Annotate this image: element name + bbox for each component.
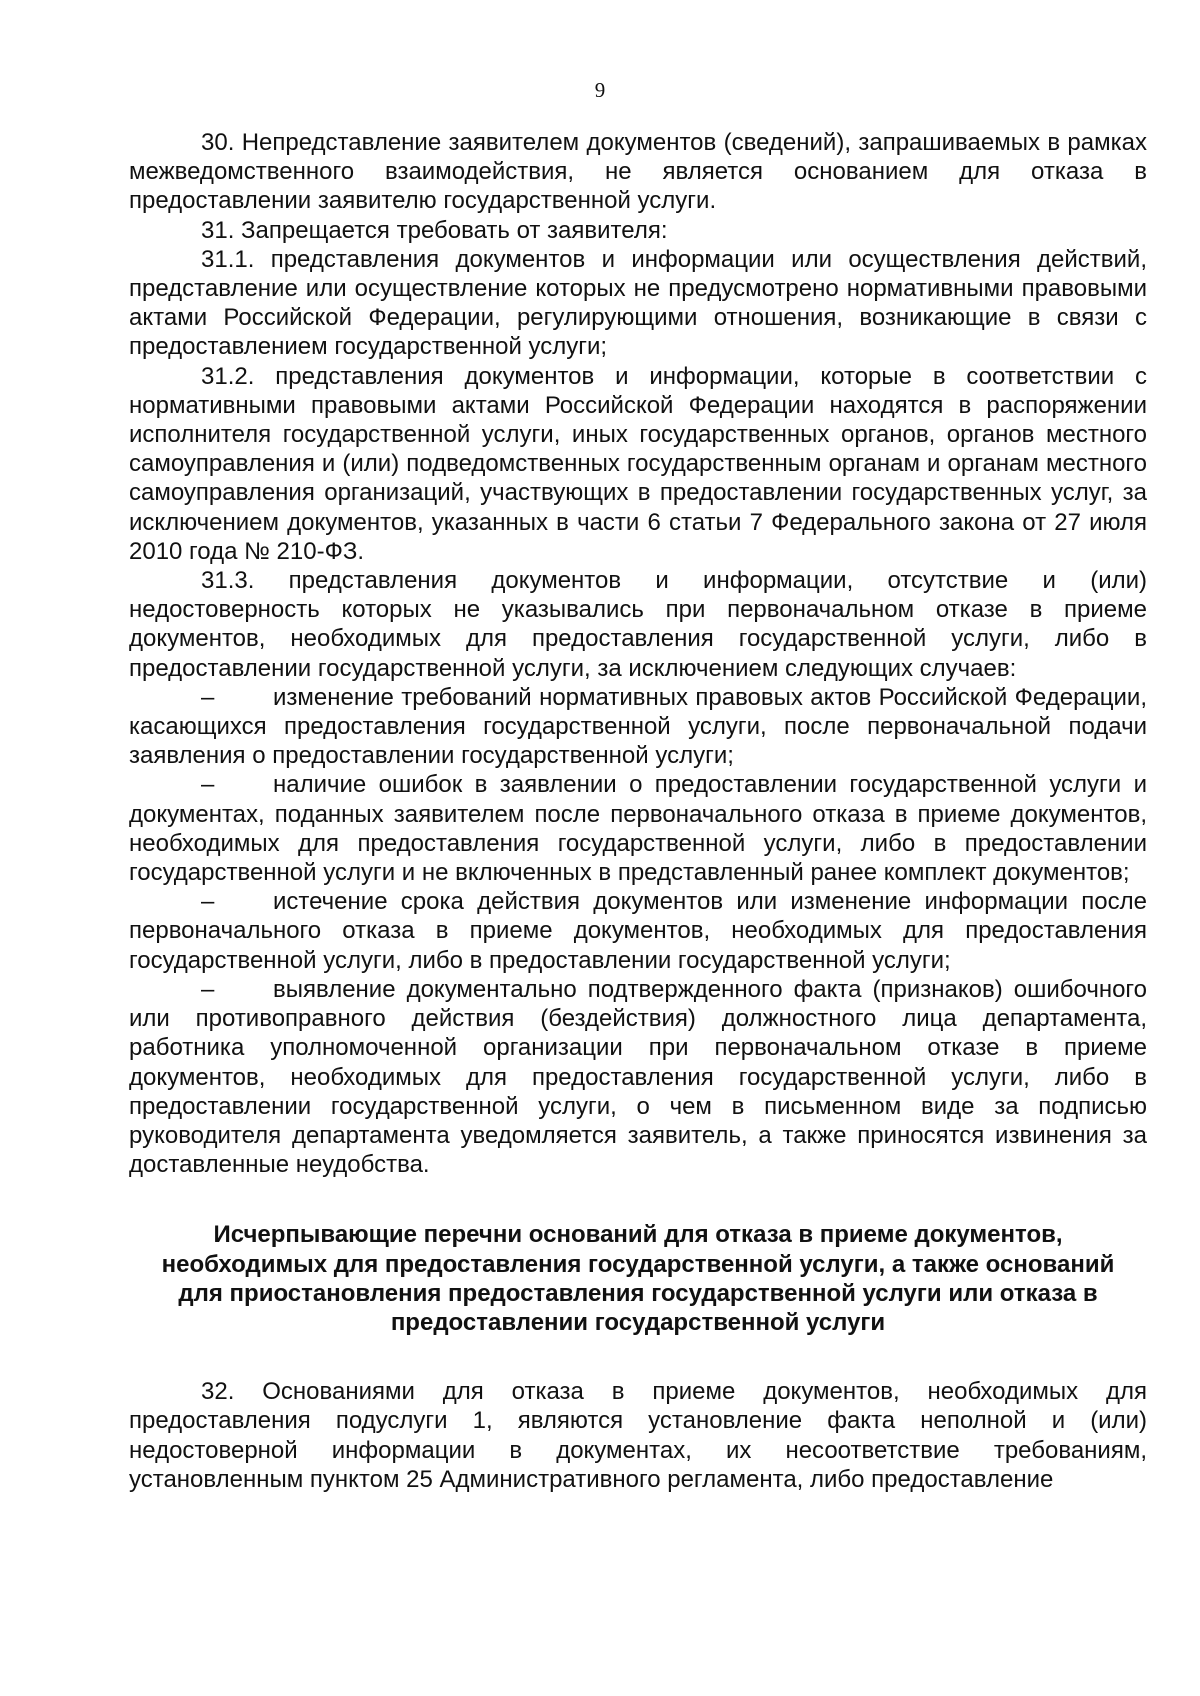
dash-item-text: истечение срока действия документов или изменение информации после первоначального отказа в приеме документов, необходимых для предоставления государственной услуги, либо в предоставлении государственной услуги; (129, 888, 1147, 974)
paragraph: 31. Запрещается требовать от заявителя: (201, 216, 668, 244)
dash-list-item (129, 887, 1147, 975)
dash-list-item (129, 975, 1147, 1179)
paragraph: 32. Основаниями для отказа в приеме документов, необходимых для предоставления подуслуги 1, являются установление факта неполной и (или) недостоверной информации в документах, их несоответствие требованиям, установленным пунктом 25 Административного регламента, либо предоставление (129, 1378, 1147, 1493)
document-body (129, 128, 1147, 1494)
dash-mark: – (201, 975, 215, 1003)
paragraph: 31.1. представления документов и информации или осуществления действий, представление или осуществление которых не предусмотрено нормативными правовыми актами Российской Федерации, регулирующими отношения, возникающие в связи с предоставлением государственной услуги; (129, 245, 1147, 361)
dash-mark: – (201, 771, 215, 799)
dash-mark: – (201, 888, 215, 916)
dash-item-text: изменение требований нормативных правовых актов Российской Федерации, касающихся предоставления государственной услуги, после первоначальной подачи заявления о предоставлении государственной услуги; (129, 683, 1147, 770)
dash-mark: – (201, 683, 215, 711)
dash-list-item (129, 770, 1147, 887)
dash-item-text: наличие ошибок в заявлении о предоставлении государственной услуги и документах, поданных заявителем после первоначального отказа в приеме документов, необходимых для предоставления государственной услуги, либо в предоставлении государственной услуги и не включенных в представленный ранее комплект документов; (129, 771, 1147, 887)
paragraphs-before (129, 128, 1147, 1179)
dash-list-item (129, 683, 1147, 771)
paragraph: 31.3. представления документов и информации, отсутствие и (или) недостоверность которых не указывались при первоначальном отказе в приеме документов, необходимых для предоставления государственной услуги, либо в предоставлении государственной услуги, за исключением следующих случаев: (129, 567, 1147, 682)
dash-item-text: выявление документально подтвержденного факта (признаков) ошибочного или противоправного действия (бездействия) должностного лица департамента, работника уполномоченной организации при первоначальном отказе в приеме документов, необходимых для предоставления государственной услуги, либо в предоставлении государственной услуги, о чем в письменном виде за подписью руководителя департамента уведомляется заявитель, а также приносятся извинения за доставленные неудобства. (129, 975, 1147, 1179)
paragraphs-after (129, 1377, 1147, 1494)
page-number: 9 (594, 78, 606, 102)
paragraph: 31.2. представления документов и информации, которые в соответствии с нормативными правовыми актами Российской Федерации находятся в распоряжении исполнителя государственной услуги, иных государственных органов, органов местного самоуправления и (или) подведомственных государственным органам и органам местного самоуправления организаций, участвующих в предоставлении государственных услуг, за исключением документов, указанных в части 6 статьи 7 Федерального закона от 27 июля 2010 года № 210-ФЗ. (129, 362, 1147, 565)
paragraph: 30. Непредставление заявителем документов (сведений), запрашиваемых в рамках межведомственного взаимодействия, не является основанием для отказа в предоставлении заявителю государственной услуги. (129, 129, 1147, 215)
section-heading: Исчерпывающие перечни оснований для отказа в приеме документов, необходимых для предоставления государственной услуги, а также оснований для приостановления предоставления государственной услуги или отказа в предоставлении государственной услуги (161, 1221, 1115, 1336)
